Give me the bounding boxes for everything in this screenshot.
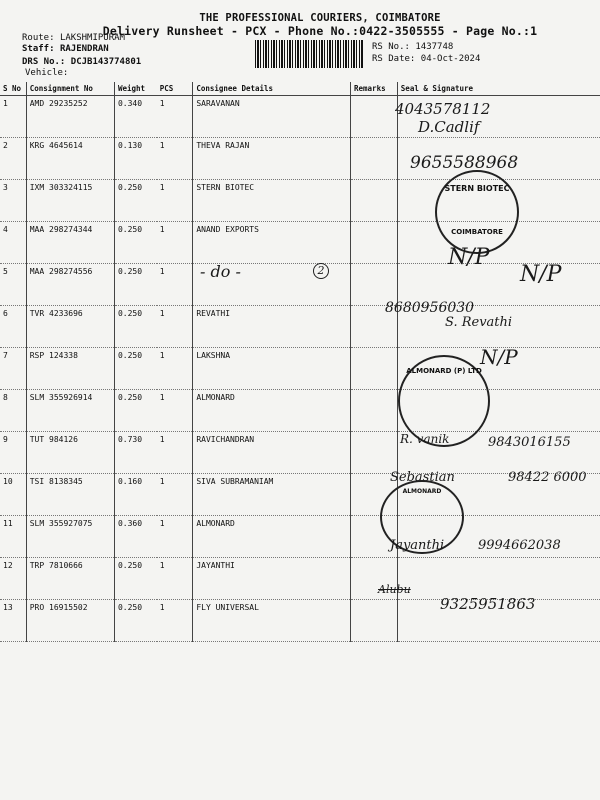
cell-consignment: TSI 8138345	[26, 474, 114, 516]
cell-consignment: RSP 124338	[26, 348, 114, 390]
table-row	[0, 96, 600, 138]
handwritten-phone-12: 9994662038	[478, 538, 561, 553]
cell-sno: 9	[0, 432, 26, 474]
cell-weight: 0.250	[114, 390, 156, 432]
col-weight: Weight	[114, 82, 156, 96]
cell-consignment: AMD 29235252	[26, 96, 114, 138]
cell-weight: 0.250	[114, 348, 156, 390]
cell-consignment: MAA 298274556	[26, 264, 114, 306]
cell-sno: 7	[0, 348, 26, 390]
cell-consignment: SLM 355927075	[26, 516, 114, 558]
barcode	[255, 40, 363, 68]
route-value: LAKSHMIPURAM	[59, 33, 125, 43]
rs-date-line	[372, 54, 480, 64]
handwritten-np-2: N/P	[520, 262, 562, 287]
col-consignee: Consignee Details	[193, 82, 351, 96]
handwritten-ditto: - do -	[200, 262, 241, 281]
cell-sno: 11	[0, 516, 26, 558]
cell-pcs: 1	[157, 222, 193, 264]
handwritten-phone-9: 9843016155	[488, 435, 571, 450]
cell-consignment: PRO 16915502	[26, 600, 114, 642]
col-consignment: Consignment No	[26, 82, 114, 96]
cell-consignee: THEVA RAJAN	[193, 138, 351, 180]
cell-remarks	[351, 600, 398, 642]
cell-weight: 0.250	[114, 222, 156, 264]
handwritten-np-1: N/P	[448, 245, 490, 270]
cell-sno: 8	[0, 390, 26, 432]
staff-value: RAJENDRAN	[59, 44, 109, 54]
cell-pcs: 1	[157, 306, 193, 348]
cell-pcs: 1	[157, 138, 193, 180]
handwritten-phone-13: 9325951863	[440, 595, 536, 613]
cell-sno: 3	[0, 180, 26, 222]
rs-no-value: 1437748	[415, 42, 454, 52]
handwritten-phone-6: 8680956030	[385, 300, 475, 316]
cell-pcs: 1	[157, 348, 193, 390]
cell-weight: 0.360	[114, 516, 156, 558]
rs-date-label: RS Date:	[372, 54, 416, 64]
cell-consignee: STERN BIOTEC	[193, 180, 351, 222]
cell-consignee: FLY UNIVERSAL	[193, 600, 351, 642]
cell-consignee: ANAND EXPORTS	[193, 222, 351, 264]
cell-sno: 2	[0, 138, 26, 180]
company-title: THE PROFESSIONAL COURIERS, COIMBATORE	[199, 12, 441, 24]
cell-consignee: SARAVANAN	[193, 96, 351, 138]
handwritten-phone-1: 4043578112	[395, 100, 491, 118]
cell-consignment: SLM 355926914	[26, 390, 114, 432]
cell-remarks	[351, 432, 398, 474]
cell-remarks	[351, 390, 398, 432]
stamp-stern-top: STERN BIOTEC	[444, 184, 510, 193]
cell-consignment: TRP 7810666	[26, 558, 114, 600]
drs-line	[22, 57, 141, 67]
cell-pcs: 1	[157, 180, 193, 222]
route-line	[22, 33, 125, 43]
staff-line	[22, 44, 109, 54]
cell-remarks	[351, 180, 398, 222]
col-signature: Seal & Signature	[397, 82, 600, 96]
drs-label: DRS No.:	[22, 57, 66, 67]
cell-remarks	[351, 348, 398, 390]
cell-weight: 0.250	[114, 600, 156, 642]
cell-consignee: RAVICHANDRAN	[193, 432, 351, 474]
cell-consignment: KRG 4645614	[26, 138, 114, 180]
cell-weight: 0.730	[114, 432, 156, 474]
cell-sno: 13	[0, 600, 26, 642]
table-header-row	[0, 82, 600, 96]
cell-pcs: 1	[157, 96, 193, 138]
cell-pcs: 1	[157, 264, 193, 306]
cell-weight: 0.130	[114, 138, 156, 180]
cell-sno: 4	[0, 222, 26, 264]
drs-value: DCJB143774801	[70, 57, 142, 67]
cell-sno: 12	[0, 558, 26, 600]
cell-pcs: 1	[157, 474, 193, 516]
stamp-almonard-2-text: ALMONARD	[402, 488, 442, 495]
cell-consignment: TVR 4233696	[26, 306, 114, 348]
handwritten-signature-12: Jayanthi	[390, 538, 445, 553]
cell-consignment: MAA 298274344	[26, 222, 114, 264]
cell-remarks	[351, 222, 398, 264]
cell-remarks	[351, 138, 398, 180]
cell-consignee: ALMONARD	[193, 516, 351, 558]
handwritten-circled-number: 2	[313, 263, 329, 279]
cell-consignee: REVATHI	[193, 306, 351, 348]
rs-no-line	[372, 42, 453, 52]
cell-consignee: JAYANTHI	[193, 558, 351, 600]
handwritten-np-7: N/P	[480, 345, 518, 369]
cell-pcs: 1	[157, 390, 193, 432]
cell-weight: 0.250	[114, 180, 156, 222]
cell-weight: 0.250	[114, 306, 156, 348]
staff-label: Staff:	[22, 44, 55, 54]
cell-consignment: TUT 984126	[26, 432, 114, 474]
handwritten-signature-9: R. vanik	[400, 432, 450, 446]
handwritten-phone-2: 9655588968	[410, 153, 519, 173]
cell-remarks	[351, 96, 398, 138]
cell-weight: 0.160	[114, 474, 156, 516]
cell-consignment: IXM 303324115	[26, 180, 114, 222]
cell-pcs: 1	[157, 600, 193, 642]
cell-weight: 0.250	[114, 264, 156, 306]
cell-pcs: 1	[157, 558, 193, 600]
cell-weight: 0.250	[114, 558, 156, 600]
cell-consignee: ALMONARD	[193, 390, 351, 432]
table-row	[0, 558, 600, 600]
cell-sno: 10	[0, 474, 26, 516]
col-remarks: Remarks	[351, 82, 398, 96]
cell-sno: 1	[0, 96, 26, 138]
cell-consignee: SIVA SUBRAMANIAM	[193, 474, 351, 516]
stamp-almonard-text: ALMONARD (P) LTD	[406, 367, 482, 375]
handwritten-signature-6: S. Revathi	[445, 315, 513, 330]
col-sno: S No	[0, 82, 26, 96]
handwritten-signature-13: Alubu	[378, 583, 411, 596]
runsheet-subtitle: Delivery Runsheet - PCX - Phone No.:0422-3505555 - Page No.:1	[102, 24, 538, 38]
cell-consignee: LAKSHNA	[193, 348, 351, 390]
route-label: Route:	[22, 33, 55, 43]
cell-pcs: 1	[157, 516, 193, 558]
rs-no-label: RS No.:	[372, 42, 410, 52]
handwritten-phone-10: 98422 6000	[508, 470, 587, 485]
cell-sno: 6	[0, 306, 26, 348]
table-row	[0, 264, 600, 306]
rs-date-value: 04-Oct-2024	[420, 54, 481, 64]
stamp-stern-bottom: COIMBATORE	[451, 228, 503, 236]
table-row	[0, 390, 600, 432]
cell-weight: 0.340	[114, 96, 156, 138]
cell-sno: 5	[0, 264, 26, 306]
col-pcs: PCS	[157, 82, 193, 96]
handwritten-signature-10: Sebastian	[390, 470, 455, 485]
handwritten-signature-1: D.Cadlif	[418, 118, 480, 136]
vehicle-label: Vehicle:	[25, 68, 69, 78]
cell-signature	[397, 558, 600, 600]
stern-biotec-stamp	[435, 170, 519, 254]
cell-pcs: 1	[157, 432, 193, 474]
